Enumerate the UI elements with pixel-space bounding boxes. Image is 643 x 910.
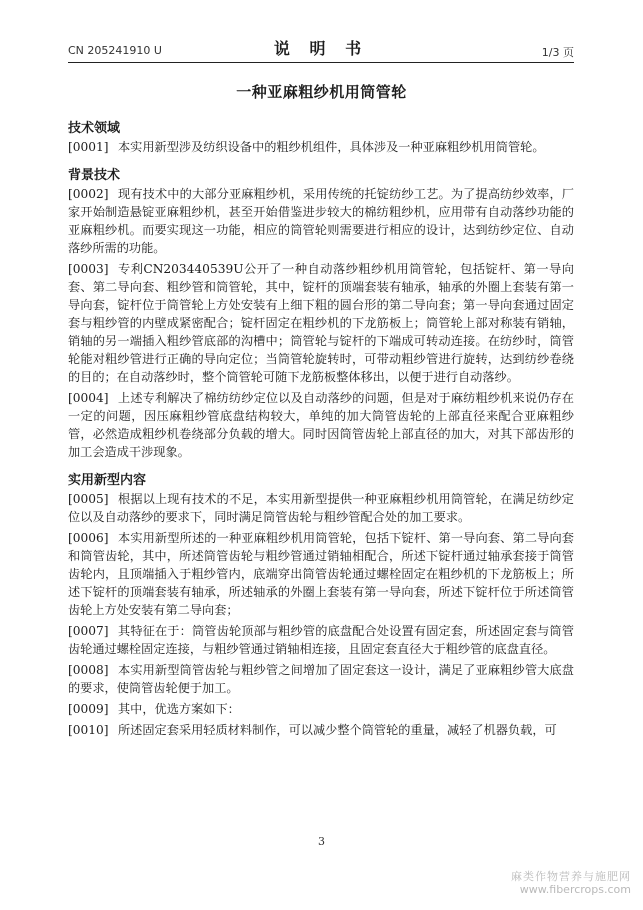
paragraph — [68, 185, 574, 257]
paragraph-text: 本实用新型所述的一种亚麻粗纱机用筒管轮，包括下锭杆、第一导向套、第二导向套和筒管齿轮，其中，所述筒管齿轮与粗纱管通过销轴相配合，所述下锭杆通过轴承套接于筒管齿轮内，且顶端插入于粗纱管内，底端穿出筒管齿轮通过螺栓固定在粗纱机的下龙筋板上；所述下锭杆的顶端套装有轴承，所述轴承的外圈上套装有第一导向套，所述下锭杆位于所述筒管齿轮上方处安装有第二导向套； — [68, 531, 574, 617]
paragraph — [68, 490, 574, 526]
header-section-title: 说 明 书 — [273, 39, 369, 58]
watermark — [511, 870, 631, 896]
paragraph — [68, 721, 574, 739]
section-heading: 背景技术 — [68, 168, 121, 183]
paragraph-number: [0005] — [68, 492, 109, 506]
paragraph-number: [0009] — [68, 702, 109, 716]
paragraph-text: 所述固定套采用轻质材料制作，可以减少整个筒管轮的重量，减轻了机器负载，可 — [118, 723, 557, 737]
header-divider — [68, 62, 574, 63]
section-heading: 实用新型内容 — [68, 473, 147, 488]
page-header — [68, 36, 574, 62]
paragraph-number: [0007] — [68, 624, 109, 638]
paragraph-text: 其中，优选方案如下： — [118, 702, 240, 716]
paragraph-text: 本实用新型涉及纺织设备中的粗纱机组件，具体涉及一种亚麻粗纱机用筒管轮。 — [118, 140, 545, 154]
paragraph-text: 本实用新型筒管齿轮与粗纱管之间增加了固定套这一设计，满足了亚麻粗纱管大底盘的要求，使筒管齿轮便于加工。 — [68, 663, 574, 695]
paragraph — [68, 700, 574, 718]
paragraph — [68, 529, 574, 619]
header-page-indicator: 1/3 页 — [541, 46, 574, 59]
document-title: 一种亚麻粗纱机用筒管轮 — [236, 83, 407, 101]
paragraph — [68, 622, 574, 658]
paragraph-text: 现有技术中的大部分亚麻粗纱机，采用传统的托锭纺纱工艺。为了提高纺纱效率，厂家开始制造悬锭亚麻粗纱机，甚至开始借鉴进步较大的棉纺粗纱机，应用带有自动落纱功能的亚麻粗纱机。而要实现这一功能，相应的筒管轮则需要进行相应的设计，达到纺纱定位、自动落纱所需的功能。 — [68, 187, 574, 255]
paragraph-number: [0008] — [68, 663, 109, 677]
paragraph — [68, 138, 574, 156]
paragraph-number: [0003] — [68, 262, 109, 276]
paragraph-text: 根据以上现有技术的不足，本实用新型提供一种亚麻粗纱机用筒管轮，在满足纺纱定位以及自动落纱的要求下，同时满足筒管齿轮与粗纱管配合处的加工要求。 — [68, 492, 574, 524]
paragraph — [68, 389, 574, 461]
watermark-url: www.fibercrops.com — [519, 883, 631, 896]
paragraph — [68, 661, 574, 697]
section-heading: 技术领域 — [68, 121, 121, 136]
document-body — [68, 120, 574, 742]
paragraph-number: [0010] — [68, 723, 109, 737]
patent-number: CN 205241910 U — [68, 44, 162, 57]
paragraph-number: [0002] — [68, 187, 109, 201]
page-number: 3 — [318, 835, 325, 848]
paragraph-text: 专利CN203440539U公开了一种自动落纱粗纱机用筒管轮，包括锭杆、第一导向套、第二导向套、粗纱管和筒管轮，其中，锭杆的顶端套装有轴承，轴承的外圈上套装有第一导向套，锭杆位于筒管轮上方处安装有上细下粗的圆台形的第二导向套；第一导向套通过固定套与粗纱管的内壁成紧密配合；锭杆固定在粗纱机的下龙筋板上；筒管轮上部对称装有销轴，销轴的另一端插入粗纱管底部的沟槽中；筒管轮与锭杆的下端成可转动连接。在纺纱时，筒管轮能对粗纱管进行正确的导向定位；当筒管轮旋转时，可带动粗纱管进行旋转，达到纺纱卷绕的目的；在自动落纱时，整个筒管轮可随下龙筋板整体移出，以便于进行自动落纱。 — [68, 262, 574, 384]
paragraph-text: 上述专利解决了棉纺纺纱定位以及自动落纱的问题，但是对于麻纺粗纱机来说仍存在一定的问题，因压麻粗纱管底盘结构较大，单纯的加大筒管齿轮的上部直径来配合亚麻粗纱管，必然造成粗纱机卷绕部分负载的增大。同时因筒管齿轮上部直径的加大，对其下部齿形的加工会造成干涉现象。 — [68, 391, 574, 459]
paragraph — [68, 260, 574, 386]
paragraph-number: [0004] — [68, 391, 109, 405]
paragraph-text: 其特征在于：筒管齿轮顶部与粗纱管的底盘配合处设置有固定套，所述固定套与筒管齿轮通过螺栓固定连接，与粗纱管通过销轴相连接，且固定套直径大于粗纱管的底盘直径。 — [68, 624, 574, 656]
paragraph-number: [0001] — [68, 140, 109, 154]
paragraph-number: [0006] — [68, 531, 109, 545]
watermark-site-name: 麻类作物营养与施肥网 — [511, 870, 631, 883]
